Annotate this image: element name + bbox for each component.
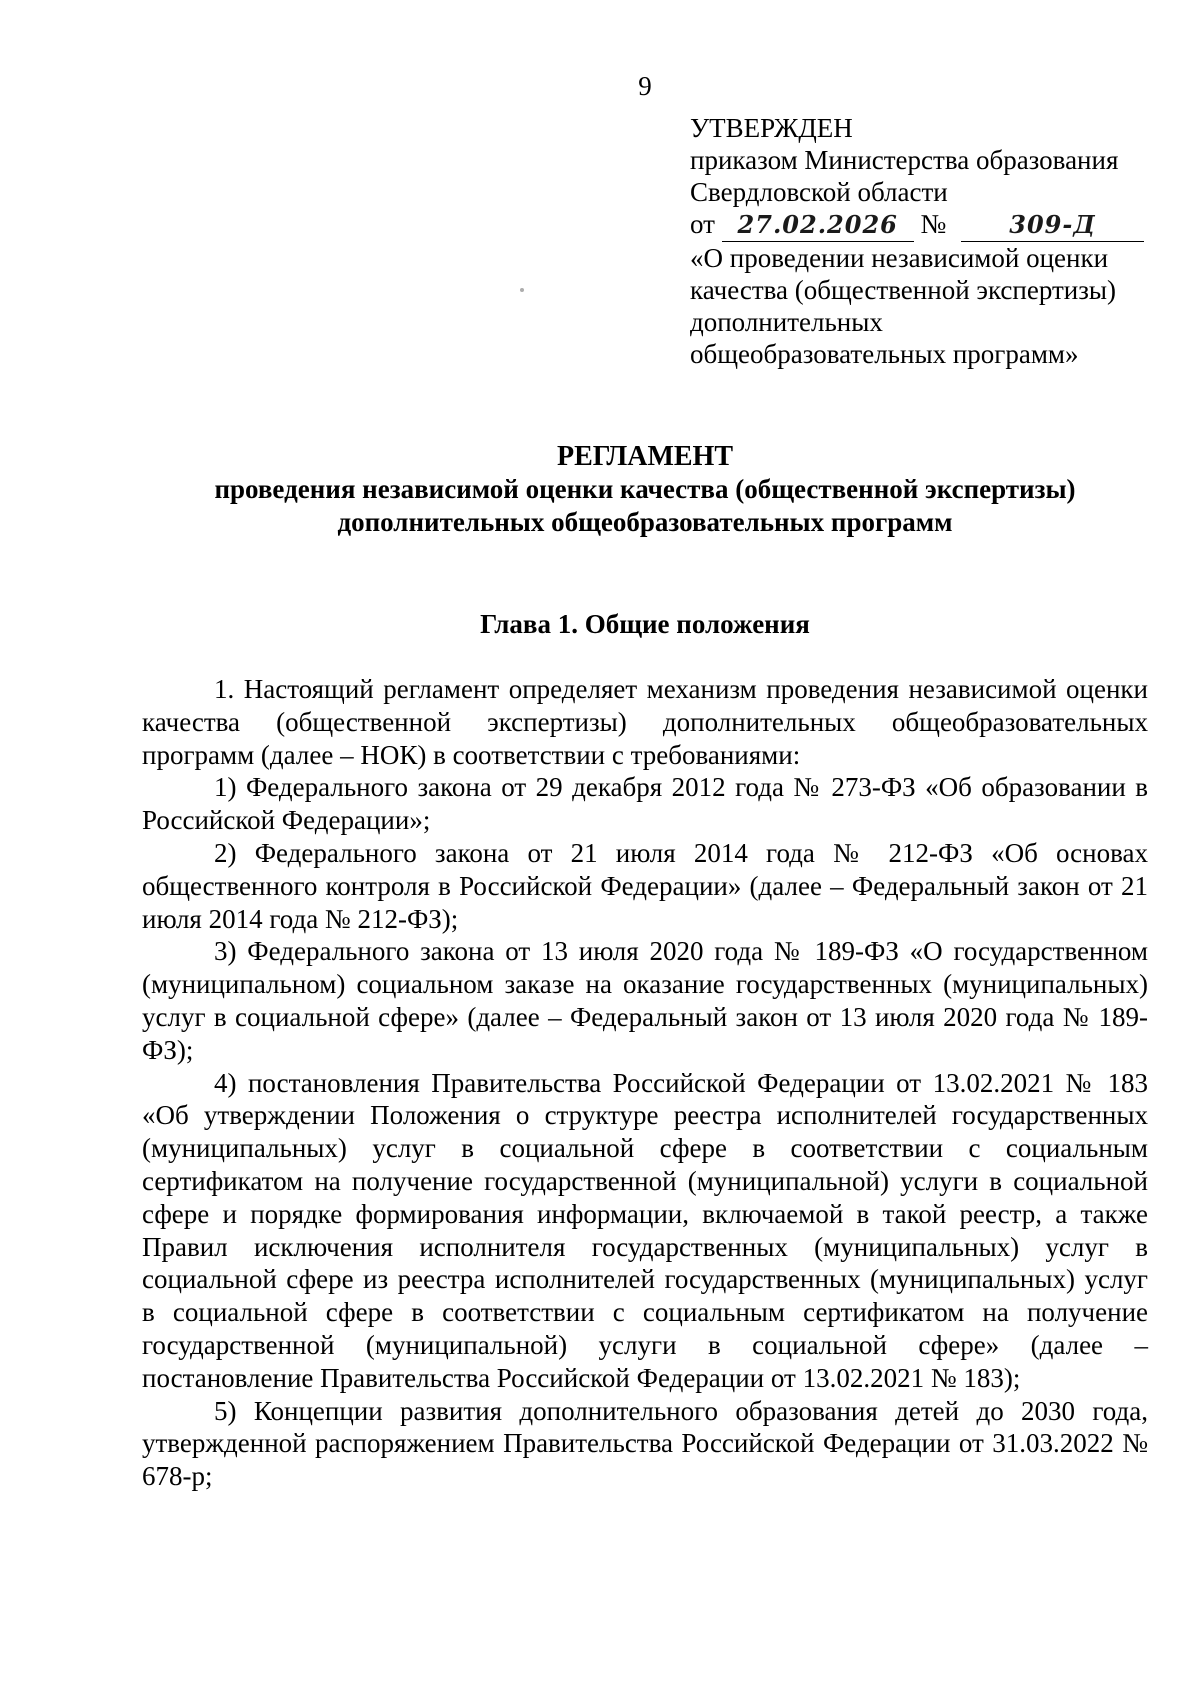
chapter-heading: Глава 1. Общие положения (480, 609, 810, 639)
order-title-line4: общеобразовательных программ» (690, 339, 1079, 369)
order-title-line2: качества (общественной экспертизы) (690, 275, 1117, 305)
page-number: 9 (638, 71, 652, 101)
approval-issuer-line2: Свердловской области (690, 177, 948, 207)
document-title (0, 440, 1200, 539)
approval-date-number-line (690, 208, 1170, 242)
scan-speck (520, 288, 524, 292)
paragraph-1: 1. Настоящий регламент определяет механизм проведения независимой оценки качества (общественной экспертизы) дополнительных общеобразовательных программ (далее – НОК) в соответствии с требованиями: (142, 674, 1148, 770)
handwritten-order-number: 309-Д (961, 209, 1144, 242)
number-prefix: № (920, 209, 947, 239)
handwritten-date: 27.02.2026 (722, 209, 914, 242)
paragraph-item-3: 3) Федерального закона от 13 июля 2020 года № 189-ФЗ «О государственном (муниципальном) социальном заказе на оказание государственных (муниципальных) услуг в социальной сфере» (далее – Федеральный закон от 13 июля 2020 года № 189-ФЗ); (142, 936, 1148, 1065)
paragraph-item-5: 5) Концепции развития дополнительного образования детей до 2030 года, утвержденной распоряжением Правительства Российской Федерации от 31.03.2022 № 678-р; (142, 1395, 1148, 1492)
approval-heading: УТВЕРЖДЕН (690, 113, 853, 143)
title-subtitle-line2: дополнительных общеобразовательных программ (337, 507, 953, 537)
date-prefix: от (690, 209, 715, 239)
paragraph-item-1: 1) Федерального закона от 29 декабря 2012 года № 273-ФЗ «Об образовании в Российской Федерации»; (142, 772, 1148, 836)
document-body (142, 673, 1148, 1493)
paragraph-item-2: 2) Федерального закона от 21 июля 2014 года № 212-ФЗ «Об основах общественного контроля в Российской Федерации» (далее – Федеральный закон от 21 июля 2014 года № 212-ФЗ); (142, 837, 1148, 934)
paragraph-item-4: 4) постановления Правительства Российской Федерации от 13.02.2021 № 183 «Об утверждении Положения о структуре реестра исполнителей государственных (муниципальных) услуг в социальной сфере в соответствии с социальным сертификатом на получение государственной (муниципальной) услуги в социальной сфере и порядке формирования информации, включаемой в такой реестр, а также Правил исключения исполнителя государственных (муниципальных) услуг в социальной сфере из реестра исполнителей государственных (муниципальных) услуг в социальной сфере в соответствии с социальным сертификатом на получение государственной (муниципальной) услуги в социальной сфере» (далее – постановление Правительства Российской Федерации от 13.02.2021 № 183); (142, 1067, 1148, 1393)
title-subtitle-line1: проведения независимой оценки качества (общественной экспертизы) (214, 474, 1076, 504)
title-main: РЕГЛАМЕНТ (556, 441, 733, 472)
order-title-line1: «О проведении независимой оценки (690, 243, 1109, 273)
approval-stamp-block (690, 112, 1170, 370)
order-title-line3: дополнительных (690, 307, 883, 337)
approval-issuer-line1: приказом Министерства образования (690, 145, 1119, 175)
